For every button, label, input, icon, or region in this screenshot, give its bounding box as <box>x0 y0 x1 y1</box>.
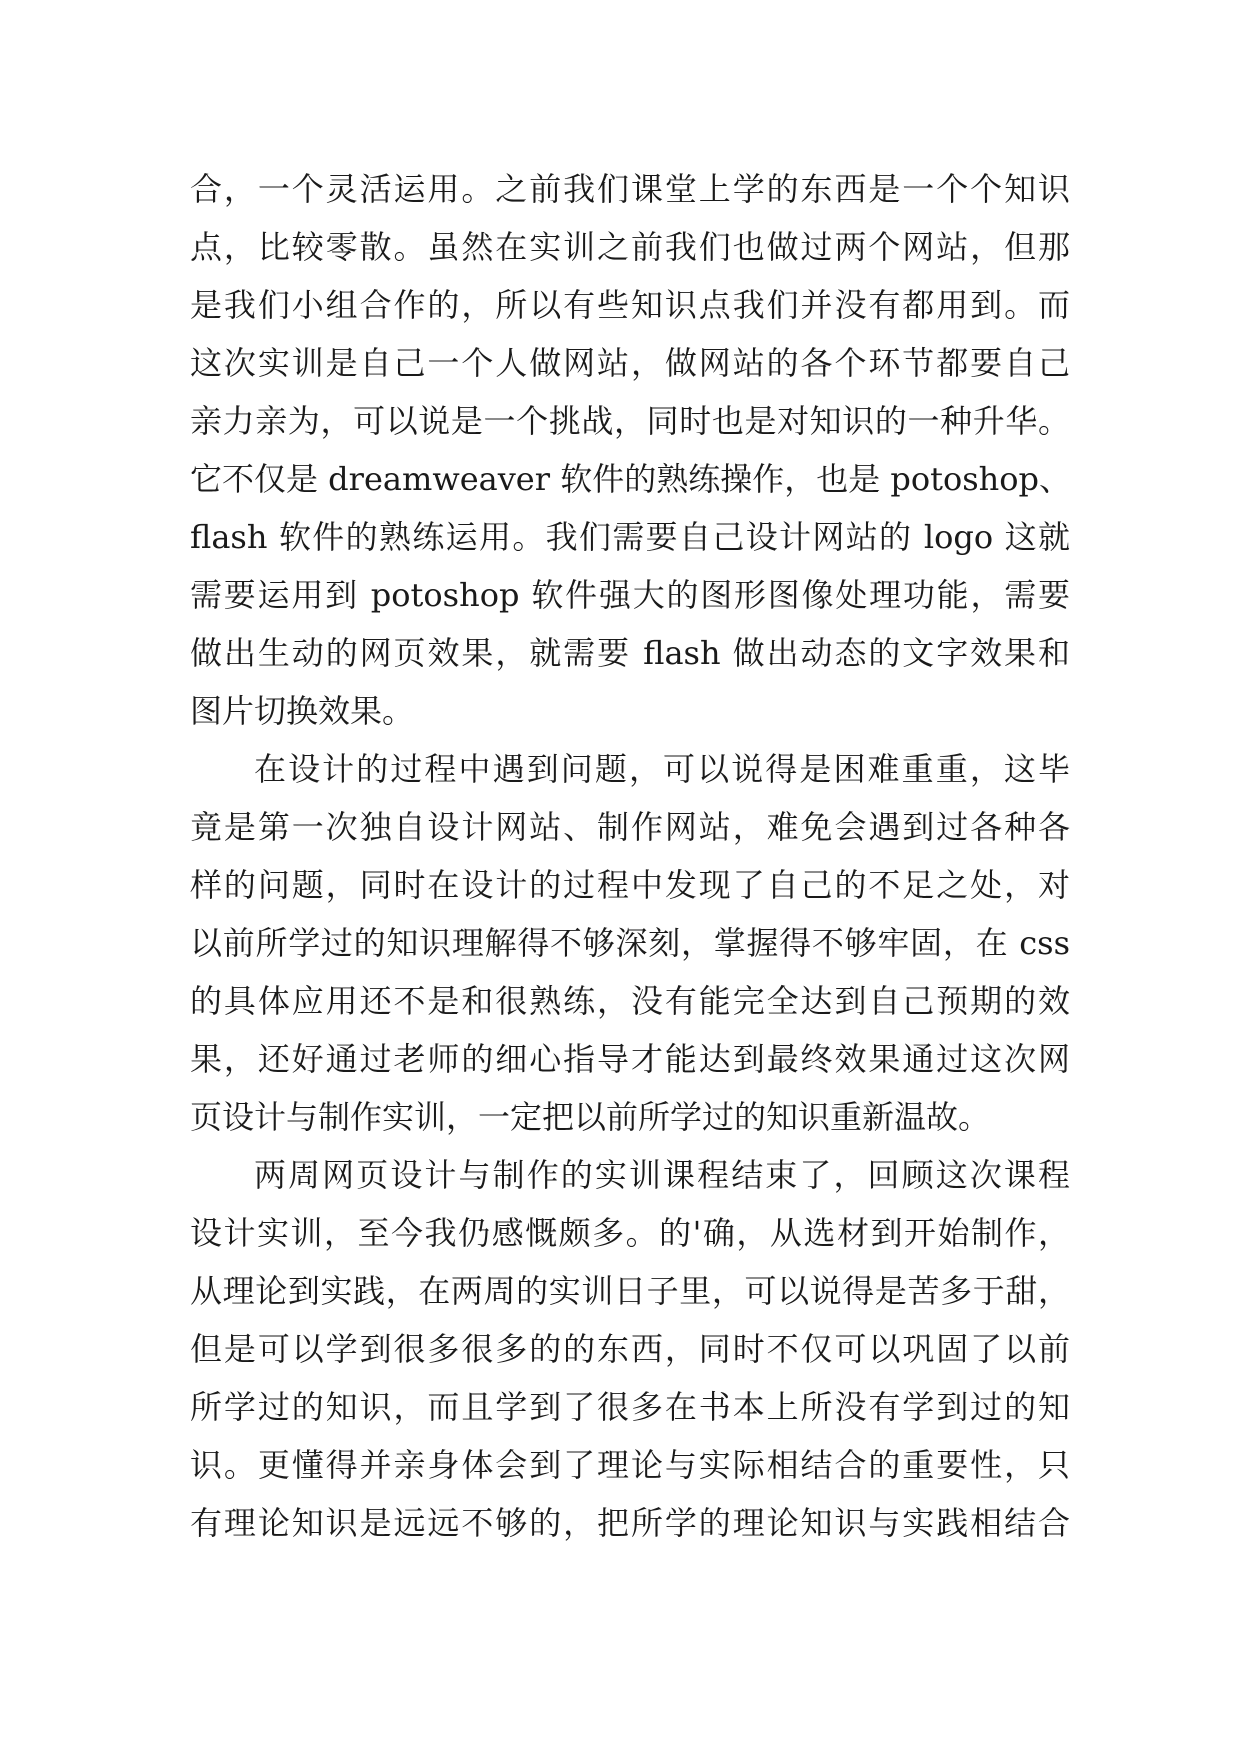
text-line: 的具体应用还不是和很熟练，没有能完全达到自己预期的效 <box>190 982 1070 1020</box>
text-line: 页设计与制作实训，一定把以前所学过的知识重新温故。 <box>190 1098 991 1136</box>
text-line: 图片切换效果。 <box>190 692 415 730</box>
text-line: 果，还好通过老师的细心指导才能达到最终效果通过这次网 <box>190 1040 1070 1078</box>
text-line: 所学过的知识，而且学到了很多在书本上所没有学到过的知 <box>190 1388 1070 1426</box>
text-line: 以前所学过的知识理解得不够深刻，掌握得不够牢固，在 css <box>190 924 1070 962</box>
text-line: flash 软件的熟练运用。我们需要自己设计网站的 logo 这就 <box>190 518 1070 556</box>
text-line: 识。更懂得并亲身体会到了理论与实际相结合的重要性，只 <box>190 1446 1070 1484</box>
paragraph-first-line: 两周网页设计与制作的实训课程结束了，回顾这次课程 <box>254 1156 1070 1194</box>
text-line: 它不仅是 dreamweaver 软件的熟练操作，也是 potoshop、 <box>190 460 1072 498</box>
paragraph-first-line: 在设计的过程中遇到问题，可以说得是困难重重，这毕 <box>254 750 1070 788</box>
text-line: 需要运用到 potoshop 软件强大的图形图像处理功能，需要 <box>190 576 1070 614</box>
text-line: 做出生动的网页效果，就需要 flash 做出动态的文字效果和 <box>190 634 1070 672</box>
text-line: 竟是第一次独自设计网站、制作网站，难免会遇到过各种各 <box>190 808 1070 846</box>
text-line: 从理论到实践，在两周的实训日子里，可以说得是苦多于甜， <box>190 1272 1070 1310</box>
text-line: 有理论知识是远远不够的，把所学的理论知识与实践相结合 <box>190 1504 1070 1542</box>
text-line: 但是可以学到很多很多的的东西，同时不仅可以巩固了以前 <box>190 1330 1070 1368</box>
text-line: 点，比较零散。虽然在实训之前我们也做过两个网站，但那 <box>190 228 1070 266</box>
text-line: 样的问题，同时在设计的过程中发现了自己的不足之处，对 <box>190 866 1070 904</box>
text-line: 合，一个灵活运用。之前我们课堂上学的东西是一个个知识 <box>190 170 1070 208</box>
text-line: 是我们小组合作的，所以有些知识点我们并没有都用到。而 <box>190 286 1070 324</box>
text-line: 亲力亲为，可以说是一个挑战，同时也是对知识的一种升华。 <box>190 402 1070 440</box>
text-line: 设计实训，至今我仍感慨颇多。的'确，从选材到开始制作， <box>190 1214 1070 1252</box>
body-text <box>190 160 1070 1552</box>
text-line: 这次实训是自己一个人做网站，做网站的各个环节都要自己 <box>190 344 1070 382</box>
